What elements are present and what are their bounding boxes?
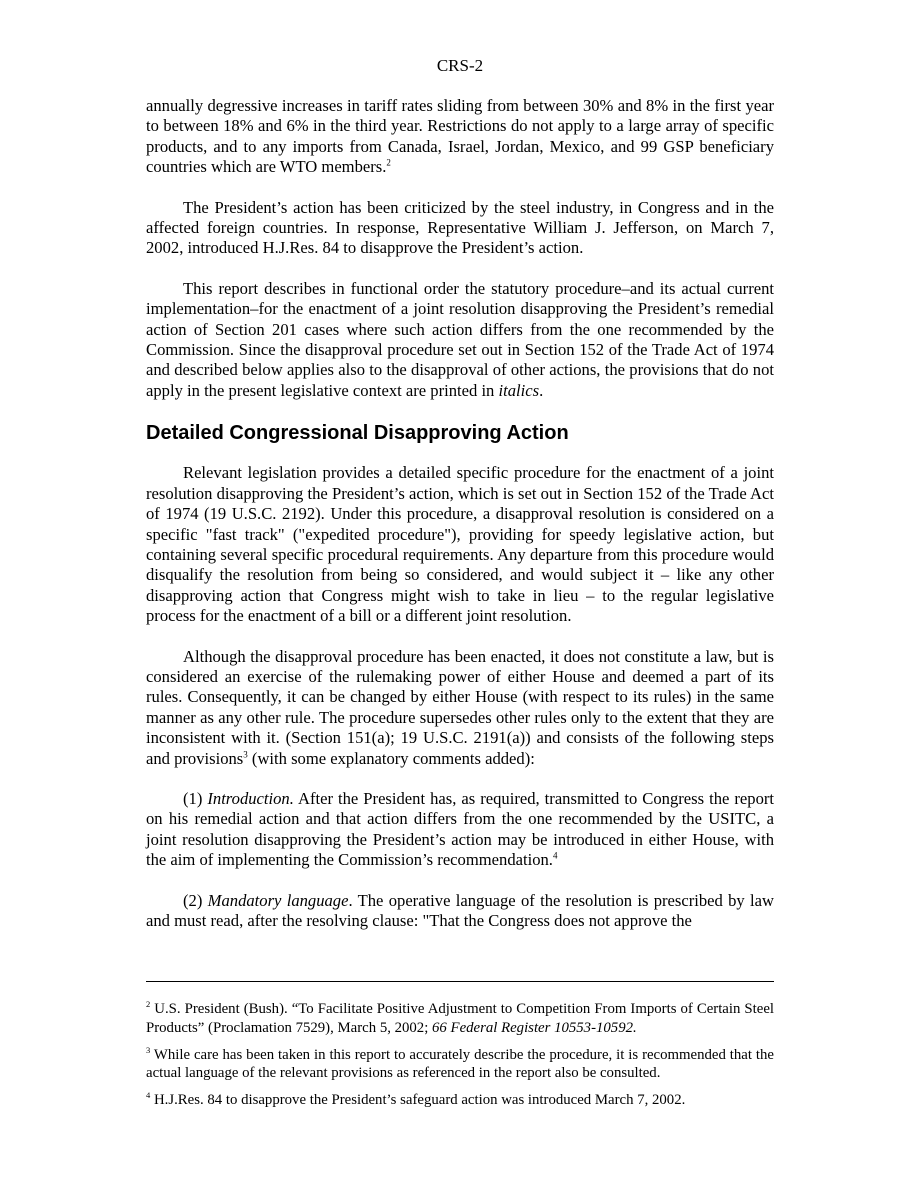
paragraph-6: (1) Introduction. After the President has, as required, transmitted to Congress the report on his remedial action and that action differs from the one recommended by the USITC, a joint resolution disapproving the President’s action may be introduced in either House, with the aim of implementing the Commission’s recommendation.$^4$ — [146, 788, 774, 870]
paragraph-3: This report describes in functional order the statutory procedure–and its actual current implementation–for the enactment of a joint resolution disapproving the President’s remedial action of Section 201 cases where such action differs from the one recommended by the Commission. Since the disapproval procedure set out in Section 152 of the Trade Act of 1974 and described below applies also to the disapproval of other actions, the provisions that do not apply in the present legislative context are printed in italics. — [146, 278, 774, 400]
footnote-ref-2: 2 — [386, 157, 391, 168]
paragraph-1: annually degressive increases in tariff rates sliding from between 30% and 8% in the first year to between 18% and 6% in the third year. Restrictions do not apply to a large array of specific products, and to any imports from Canada, Israel, Jordan, Mexico, and 99 GSP beneficiary countries which are WTO members.$^2$ — [146, 96, 774, 177]
document-body — [146, 96, 774, 951]
paragraph-2: The President’s action has been criticized by the steel industry, in Congress and in the affected foreign countries. In response, Representative William J. Jefferson, on March 7, 2002, introduced H.J.Res. 84 to disapprove the President’s action. — [146, 197, 774, 258]
footnote-ref-3: 3 — [243, 749, 248, 760]
footnote-ref-4: 4 — [552, 850, 558, 861]
footnote-4: $^4$ H.J.Res. 84 to disapprove the President’s safeguard action was introduced March 7, 2002. — [146, 1090, 686, 1109]
paragraph-7: (2) Mandatory language. The operative language of the resolution is prescribed by law and must read, after the resolving clause: "That the Congress does not approve the — [146, 890, 774, 930]
footnotes — [146, 1000, 774, 1118]
footnote-2: $^2$ U.S. President (Bush). “To Facilitate Positive Adjustment to Competition From Imports of Certain Steel Products” (Proclamation 7529), March 5, 2002; 66 Federal Register 10553-10592. — [146, 999, 774, 1036]
paragraph-5: Although the disapproval procedure has been enacted, it does not constitute a law, but is considered an exercise of the rulemaking power of either House and deemed a part of its rules. Consequently, it can be changed by either House (with respect to its rules) in the same manner as any other rule. The procedure supersedes other rules only to the extent that they are inconsistent with it. (Section 151(a); 19 U.S.C. 2191(a)) and consists of the following steps and provisions$^3$ (with some explanatory comments added): — [146, 646, 774, 768]
section-heading: Detailed Congressional Disapproving Action — [146, 422, 569, 445]
footnote-divider — [146, 981, 774, 982]
paragraph-4: Relevant legislation provides a detailed specific procedure for the enactment of a joint resolution disapproving the President’s action, which is set out in Section 152 of the Trade Act of 1974 (19 U.S.C. 2192). Under this procedure, a disapproval resolution is considered on a specific "fast track" ("expedited procedure"), providing for speedy legislative action, but containing several specific procedural requirements. Any departure from this procedure would disqualify the resolution from being so considered, and would subject it – like any other disapproving action that Congress might wish to take in lieu – to the regular legislative process for the enactment of a bill or a different joint resolution. — [146, 463, 774, 626]
page-header: CRS-2 — [436, 56, 484, 75]
footnote-3: $^3$ While care has been taken in this report to accurately describe the procedure, it is recommended that the actual language of the relevant provisions as referenced in the report also be consulted. — [146, 1044, 774, 1082]
